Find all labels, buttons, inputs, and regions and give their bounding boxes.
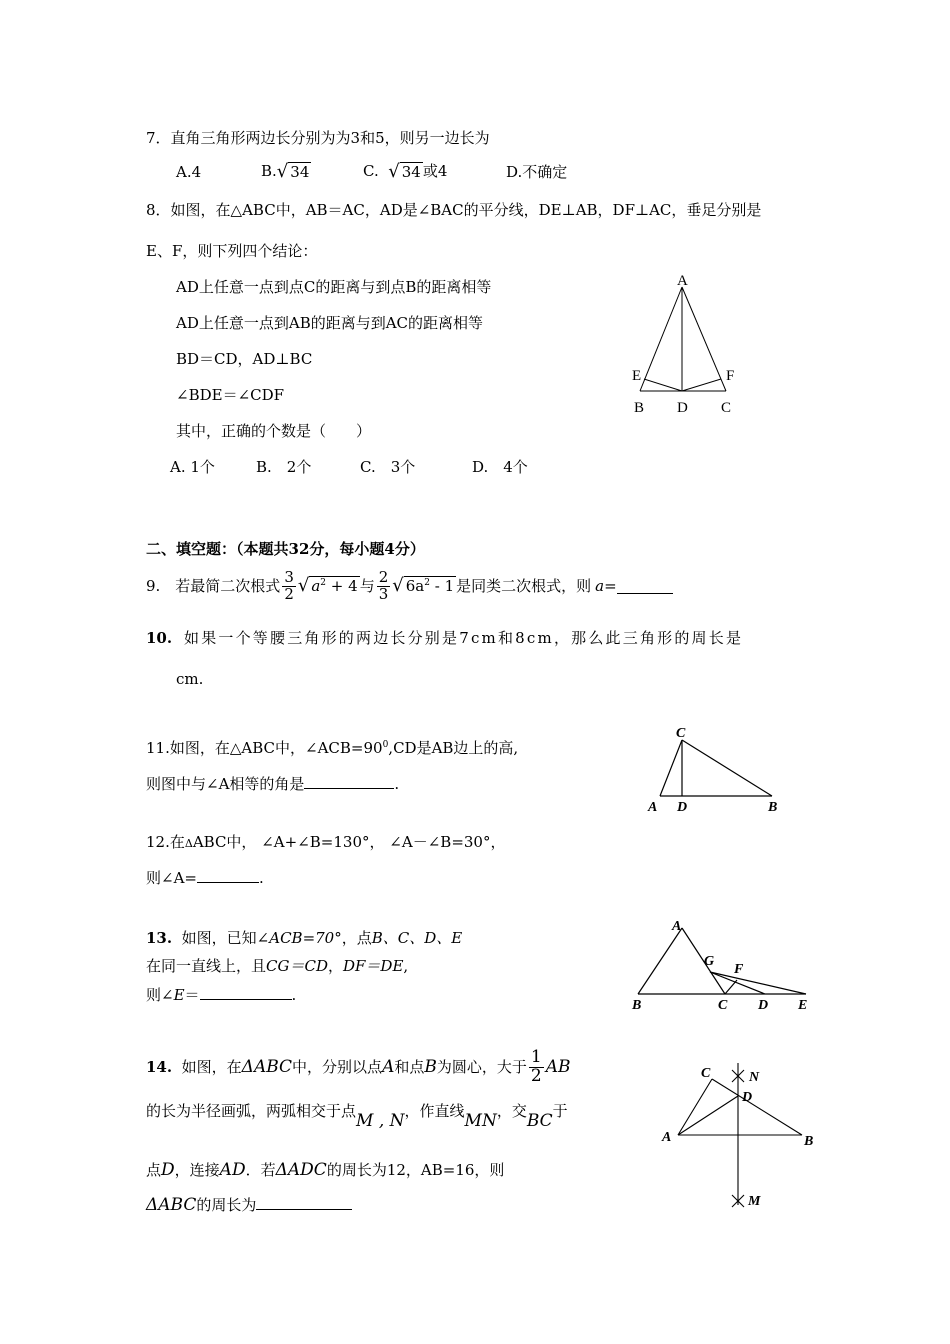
q11-line2 — [146, 774, 399, 793]
q13-line-AB — [638, 928, 682, 994]
q11-line-CB — [682, 740, 772, 796]
q11-line-AC — [660, 740, 682, 796]
q11-label-D: D — [677, 800, 688, 815]
q14-line3-a: 点 — [146, 1161, 162, 1179]
q11-label-B: B — [768, 800, 778, 815]
q13-line2-d: DF＝DE — [343, 957, 404, 975]
q8-label-F: F — [726, 368, 735, 384]
q8-conclusion-4: ∠BDE＝∠CDF — [176, 386, 285, 404]
q13-line3-c: ＝ — [184, 986, 200, 1004]
q13-line3-end: . — [291, 986, 297, 1004]
q14-line2-d: 于 — [552, 1102, 568, 1120]
q14-triangle-abc: ΔABC — [241, 1056, 293, 1077]
q14-line3-d: 的周长为12，AB=16，则 — [326, 1161, 505, 1179]
q13-angle: ∠ACB=70° — [256, 929, 342, 947]
q14-number: 14. — [146, 1058, 173, 1076]
q11-label-A: A — [648, 800, 658, 815]
q12-line1-a: 12.在 — [146, 833, 185, 851]
q10-unit: cm. — [176, 670, 204, 688]
q14-line1 — [146, 1045, 570, 1089]
q13-label-F: F — [734, 962, 744, 977]
q9-radical-2: √ $6a^2 - 1$ — [392, 575, 455, 597]
q13-label-A: A — [672, 919, 682, 934]
q14-line2-c: ，交 — [496, 1102, 527, 1120]
q12-angle-symbol: ∠ — [161, 869, 174, 887]
q14-frac-den: 2 — [530, 1065, 542, 1086]
q8-line-AB — [640, 287, 682, 391]
q12-line2 — [146, 868, 264, 887]
q13-line1-text: 如图，已知 — [181, 929, 257, 947]
q13-line2 — [146, 957, 408, 975]
q13-line2-a: 在同一直线上，且 — [146, 957, 267, 975]
q9-connector: 与 — [359, 577, 375, 595]
q13-label-C: C — [718, 998, 728, 1013]
q8-option-d: D. 4个 — [472, 458, 528, 476]
q8-label-B: B — [634, 400, 645, 416]
q13-label-D: D — [758, 998, 769, 1013]
q12-angle-symbol: ∠ — [261, 833, 274, 851]
q10-number: 10. — [146, 629, 173, 647]
q14-line4 — [146, 1195, 352, 1215]
q13-line3-a: 则∠ — [146, 986, 174, 1004]
q8-stem-line1: 8．如图，在△ABC中，AB＝AC，AD是∠BAC的平分线，DE⊥AB，DF⊥AC，垂足分别是 — [146, 201, 762, 219]
q13-line3 — [146, 985, 296, 1004]
q9-fraction-2 — [377, 567, 391, 603]
q11-line1 — [146, 739, 518, 757]
q9-rad1-base: a — [311, 577, 321, 596]
q13-line2-c: ， — [327, 957, 343, 975]
q14-triangle-adc: ΔADC — [275, 1160, 327, 1180]
section2-heading: 二、填空题：（本题共32分，每小题4分） — [146, 540, 425, 558]
q11-figure — [640, 722, 790, 818]
q11-degree-sup: 0 — [382, 740, 389, 750]
q14-answer-blank[interactable] — [256, 1195, 352, 1210]
q12-answer-blank[interactable] — [197, 868, 259, 883]
q14-line-mn: MN — [464, 1111, 497, 1131]
q14-line2-b: ，作直线 — [404, 1102, 465, 1120]
q8-option-b: B. 2个 — [256, 458, 312, 476]
q14-line3 — [146, 1160, 504, 1180]
q14-point-b: B — [424, 1056, 437, 1077]
q9-rad2-base: 6a — [405, 577, 425, 596]
q9-line — [146, 564, 673, 608]
q14-line1-b: 中，分别以点 — [292, 1058, 383, 1076]
q8-question: 其中，正确的个数是（ ） — [176, 422, 372, 440]
q13-line1-tail: ，点 — [341, 929, 372, 947]
q13-label-B: B — [632, 998, 642, 1013]
q12-angle-symbol: ∠ — [389, 833, 402, 851]
q7-option-c-suffix: 或4 — [422, 161, 448, 180]
q13-points: B、C、D、E — [371, 929, 463, 947]
q8-line-DE — [644, 379, 682, 391]
q9-frac1-num: 3 — [284, 567, 294, 586]
q10-text: 如果一个等腰三角形的两边长分别是7cm和8cm，那么此三角形的周长是 — [184, 629, 744, 647]
q13-line-CF — [725, 980, 737, 994]
q11-line1-a: 11.如图，在△ABC中，∠ACB=90 — [146, 739, 383, 757]
q9-radical-1: √ $a^2 + 4$ — [297, 575, 358, 597]
q12-line1-c: A+ — [273, 833, 298, 851]
q12-line1-f: B=30°， — [440, 833, 506, 851]
q13-label-G: G — [704, 954, 715, 969]
q7-option-a: A.4 — [176, 163, 202, 181]
q9-rad1-tail: + 4 — [326, 577, 358, 596]
q13-line3-b: E — [173, 986, 185, 1004]
q9-frac1-den: 2 — [284, 584, 294, 603]
q9-rad2-tail: - 1 — [429, 577, 455, 596]
q12-triangle-symbol: Δ — [184, 837, 193, 850]
q14-segment-ad: AD — [219, 1160, 246, 1180]
q13-label-E: E — [798, 998, 808, 1013]
q13-answer-blank[interactable] — [200, 985, 292, 1000]
q14-label-A: A — [662, 1130, 672, 1145]
q7-option-b — [261, 161, 311, 183]
q14-point-d: D — [161, 1160, 175, 1180]
q9-suffix: 是同类二次根式，则 — [456, 577, 592, 595]
q8-conclusion-3: BD＝CD，AD⊥BC — [176, 350, 313, 368]
q8-label-E: E — [632, 368, 642, 384]
q14-label-D: D — [742, 1090, 753, 1105]
q9-rad1-exp: 2 — [320, 578, 327, 589]
q14-line3-b: ，连接 — [174, 1161, 220, 1179]
q14-segment-bc: BC — [526, 1111, 553, 1131]
q8-label-D: D — [677, 400, 688, 416]
q14-fraction-half — [529, 1046, 544, 1086]
q8-label-A: A — [677, 273, 688, 289]
q11-line1-b: ,CD是AB边上的高, — [388, 739, 519, 757]
q13-line1 — [146, 929, 462, 947]
q12-line2-end: . — [259, 869, 264, 887]
q14-points-mn: M , N — [356, 1111, 405, 1131]
q9-frac2-num: 2 — [378, 567, 389, 586]
q11-line2-end: . — [394, 775, 400, 793]
q12-line1-b: ABC中， — [192, 833, 257, 851]
q14-label-C: C — [701, 1066, 711, 1081]
q12-line1-e: A－ — [401, 833, 428, 851]
sqrt-symbol: √ 34 — [388, 161, 421, 182]
q13-figure — [624, 912, 824, 1016]
q14-label-M: M — [748, 1194, 761, 1209]
q14-line1-d: 为圆心，大于 — [436, 1058, 527, 1076]
q14-line4-a: 的周长为 — [196, 1196, 257, 1214]
q9-prefix: 9. 若最简二次根式 — [146, 577, 281, 595]
q11-label-C: C — [676, 726, 686, 741]
q7-option-b-label: B. — [261, 161, 277, 180]
q14-segment-ab: AB — [545, 1056, 571, 1077]
q8-figure — [620, 270, 750, 420]
q7-stem: 7．直角三角形两边长分别为为3和5，则另一边长为 — [146, 129, 490, 147]
q9-frac2-den: 3 — [378, 584, 389, 603]
q9-answer-blank[interactable] — [617, 579, 673, 594]
q8-line-AC — [682, 287, 726, 391]
q7-option-b-radicand: 34 — [290, 163, 310, 181]
q14-line-AD — [678, 1096, 738, 1135]
q13-line2-b: CG＝CD — [266, 957, 328, 975]
q9-rad2-exp: 2 — [424, 578, 430, 589]
q12-line1 — [146, 833, 505, 851]
q13-line2-e: , — [403, 957, 409, 975]
q13-number: 13. — [146, 929, 173, 947]
q8-line-DF — [682, 379, 721, 391]
q11-line2-text: 则图中与∠A相等的角是 — [146, 775, 305, 793]
q14-line2-a: 的长为半径画弧，两弧相交于点 — [146, 1102, 357, 1120]
q14-line2 — [146, 1101, 568, 1131]
q11-answer-blank[interactable] — [304, 774, 394, 789]
sqrt-symbol: √ 34 — [276, 161, 310, 182]
q14-point-a: A — [382, 1056, 395, 1077]
q14-line-AC — [678, 1079, 712, 1135]
q8-conclusion-2: AD上任意一点到AB的距离与到AC的距离相等 — [176, 314, 484, 332]
q9-variable: a — [595, 577, 605, 595]
q14-line1-a: 如图，在 — [181, 1058, 242, 1076]
q7-option-c — [363, 161, 447, 183]
q8-label-C: C — [721, 400, 732, 416]
q7-option-c-radicand: 34 — [401, 163, 421, 181]
q12-line2-a: 则 — [146, 869, 162, 887]
q14-label-B: B — [804, 1134, 814, 1149]
q14-line3-c: ．若 — [245, 1161, 276, 1179]
q8-conclusion-1: AD上任意一点到点C的距离与到点B的距离相等 — [176, 278, 492, 296]
q14-triangle-abc-2: ΔABC — [146, 1195, 197, 1215]
q14-line-CB — [712, 1079, 802, 1135]
q7-option-c-label: C. — [363, 161, 379, 180]
q14-figure — [654, 1055, 824, 1215]
q14-frac-num: 1 — [530, 1046, 542, 1067]
q9-equals: = — [604, 577, 617, 595]
q12-angle-symbol: ∠ — [297, 833, 310, 851]
q12-angle-symbol: ∠ — [427, 833, 441, 851]
q9-fraction-1 — [282, 567, 296, 603]
q12-line2-b: A= — [173, 869, 197, 887]
q8-option-a: A. 1个 — [170, 458, 215, 476]
q7-option-d: D.不确定 — [506, 163, 568, 181]
q14-line1-c: 和点 — [394, 1058, 425, 1076]
q14-label-N: N — [749, 1070, 760, 1085]
q8-stem-line2: E、F，则下列四个结论： — [146, 242, 318, 260]
q8-option-c: C. 3个 — [360, 458, 416, 476]
q12-line1-d: B=130°， — [309, 833, 385, 851]
